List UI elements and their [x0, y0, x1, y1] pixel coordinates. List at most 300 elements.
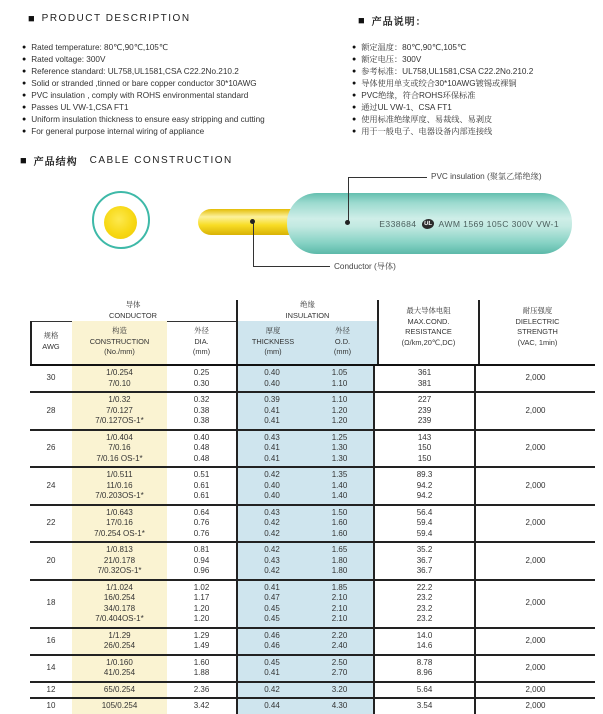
table-row: [30, 506, 595, 544]
cell-line: 1/0.643: [106, 507, 133, 517]
cell-line: 0.81: [193, 545, 210, 554]
divider-insulation-resistance: [377, 300, 379, 364]
bullet-icon: ●: [352, 80, 357, 87]
cell-line: 94.2: [416, 480, 433, 490]
construction-cell: [72, 506, 167, 542]
cell-line: 36.7: [416, 555, 433, 565]
bullet-icon: ●: [22, 80, 27, 87]
od-subcell: [306, 431, 373, 467]
cell-line: 0.96: [193, 566, 210, 575]
description-item: [352, 114, 603, 126]
cell-line: 1/0.254: [106, 368, 133, 377]
cell-line: 59.4: [416, 528, 433, 538]
construction-cell: [72, 629, 167, 654]
description-item-text: Passes UL VW-1,CSA FT1: [31, 103, 129, 112]
cell-line: 0.38: [193, 416, 210, 425]
dielectric-strength-cell: 2,000: [474, 506, 595, 542]
cell-line: 0.39: [264, 395, 280, 404]
dia-unit: (mm): [192, 347, 211, 356]
description-item-text: PVC绝缘，符合ROHS环保标准: [361, 91, 476, 100]
table-row: [30, 393, 595, 431]
cell-line: 23.2: [416, 593, 433, 602]
awg-cell: 22: [46, 518, 56, 527]
square-bullet-icon: ■: [358, 14, 365, 27]
cell-line: 14.0: [416, 630, 433, 640]
description-item-text: Uniform insulation thickness to ensure easy stripping and cutting: [31, 115, 265, 124]
cell-line: 0.42: [264, 566, 280, 575]
cell-line: 7/0.404OS-1*: [95, 614, 144, 623]
awg-en: AWG: [42, 341, 60, 351]
cell-line: 59.4: [416, 518, 433, 527]
cell-line: 0.42: [264, 518, 280, 527]
dielectric-strength-cell: 2,000: [474, 431, 595, 467]
insulation-leader-line-vertical: [348, 177, 349, 223]
res-en1: MAX.COND.: [407, 316, 450, 326]
cell-line: 7/0.127OS-1*: [95, 416, 144, 425]
specification-table: [30, 300, 595, 714]
cell-line: 0.94: [193, 555, 210, 565]
cell-line: 23.2: [416, 603, 433, 613]
cable-marking-suffix: AWM 1569 105C 300V VW-1: [438, 218, 559, 229]
cell-line: 56.4: [416, 507, 433, 517]
product-description-zh-header: [358, 13, 427, 28]
cell-line: 0.45: [264, 614, 280, 623]
description-item: [352, 90, 603, 102]
dielectric-strength-cell: 2,000: [474, 629, 595, 654]
group-header-conductor: [30, 300, 236, 321]
cell-line: 227: [417, 395, 432, 404]
awg-cell: 10: [46, 701, 56, 710]
cell-line: 0.41: [264, 405, 280, 415]
thickness-subcell: [238, 656, 306, 681]
group-conductor-en: CONDUCTOR: [109, 310, 157, 320]
group-conductor-zh: 导体: [125, 300, 141, 309]
res-zh: 最大导体电阻: [406, 306, 451, 315]
description-item: [22, 114, 265, 126]
thickness-subcell: [238, 581, 306, 627]
description-item-text: 导体使用单支或绞合30*10AWG镀锡或裸铜: [361, 79, 517, 88]
cable-body: [287, 193, 572, 254]
cell-line: 1.30: [331, 453, 348, 463]
cell-line: 2.10: [331, 614, 348, 623]
od-subcell: [306, 699, 373, 714]
cell-line: 7/0.10: [108, 378, 131, 388]
diel-zh: 耐压强度: [522, 306, 553, 315]
column-header-dielectric: [480, 306, 595, 348]
divider-conductor-insulation: [236, 300, 238, 364]
cell-line: 1.40: [331, 480, 348, 490]
cell-line: 0.38: [193, 405, 210, 415]
conductor-leader-dot: [250, 219, 255, 224]
cell-line: 0.42: [264, 684, 280, 694]
insulation-cell: [236, 699, 375, 714]
constr-zh: 构造: [112, 326, 127, 335]
cell-line: 65/0.254: [103, 684, 136, 694]
resistance-cell: [375, 468, 474, 504]
thick-en: THICKNESS: [251, 336, 295, 346]
dielectric-strength-cell: 2,000: [474, 656, 595, 681]
cell-line: 41/0.254: [103, 668, 136, 677]
thickness-subcell: [238, 543, 306, 579]
cell-line: 1.49: [193, 641, 210, 650]
description-item: [22, 78, 265, 90]
diel-en2: STRENGTH: [517, 327, 558, 336]
construction-cell: [72, 543, 167, 579]
cable-marking-prefix: E338684: [379, 218, 417, 229]
cell-line: 1/1.29: [108, 630, 131, 640]
dielectric-strength-cell: 2,000: [474, 366, 595, 391]
resistance-cell: [375, 581, 474, 627]
cell-line: 1.20: [331, 416, 348, 425]
cell-line: 1.10: [331, 395, 348, 404]
insulation-cell: [236, 506, 375, 542]
insulation-cell: [236, 543, 375, 579]
od-subcell: [306, 543, 373, 579]
insulation-cell: [236, 468, 375, 504]
conductor-leader-line-vertical: [253, 222, 254, 267]
insulation-cell: [236, 683, 375, 698]
cell-line: 1.02: [193, 582, 210, 592]
column-header-thickness: [238, 321, 308, 364]
awg-cell: 24: [46, 480, 56, 490]
thickness-subcell: [238, 393, 306, 429]
cell-line: 7/0.203OS-1*: [95, 491, 144, 500]
od-subcell: [306, 629, 373, 654]
cell-line: 1.35: [331, 470, 348, 479]
conductor-label: Conductor (导体): [334, 262, 396, 271]
dielectric-strength-cell: 2,000: [474, 581, 595, 627]
conductor-leader-line-horizontal: [253, 266, 330, 267]
cell-line: 1.29: [193, 630, 210, 640]
group-header-insulation: [238, 300, 377, 321]
resistance-cell: [375, 629, 474, 654]
od-subcell: [306, 468, 373, 504]
cell-line: 0.25: [193, 368, 210, 377]
table-row: [30, 699, 595, 714]
cell-line: 1/0.404: [106, 432, 133, 442]
cell-line: 0.32: [193, 395, 210, 404]
insulation-cell: [236, 656, 375, 681]
diel-unit: (VAC, 1min): [517, 337, 558, 347]
construction-cell: [72, 699, 167, 714]
cell-line: 7/0.16 OS-1*: [96, 453, 143, 463]
table-row: [30, 431, 595, 469]
insulation-leader-line-horizontal: [348, 177, 427, 178]
table-row: [30, 581, 595, 629]
cell-line: 0.48: [193, 453, 210, 463]
cell-line: 150: [417, 453, 432, 463]
description-item-text: Solid or stranded ,tinned or bare copper conductor 30*10AWG: [31, 79, 257, 88]
insulation-label: PVC insulation (聚氯乙烯绝缘): [431, 172, 542, 181]
bullet-icon: ●: [22, 68, 27, 75]
od-unit: (mm): [333, 347, 352, 356]
cell-line: 0.61: [193, 480, 210, 490]
product-description-zh-list: [352, 42, 603, 138]
square-bullet-icon: ■: [20, 154, 27, 167]
divider-resistance-dielectric: [478, 300, 480, 364]
diameter-cell: [167, 543, 236, 579]
cell-line: 0.42: [264, 528, 280, 538]
cross-section-conductor-core: [104, 206, 137, 239]
cell-line: 0.45: [264, 603, 280, 613]
bullet-icon: ●: [22, 116, 27, 123]
column-header-dia: [167, 326, 236, 358]
description-item: [22, 54, 265, 66]
construction-cell: [72, 431, 167, 467]
cell-line: 1/1.024: [106, 582, 133, 592]
cell-line: 16/0.254: [103, 593, 136, 602]
table-row: [30, 543, 595, 581]
constr-en: CONSTRUCTION: [89, 336, 150, 346]
cell-line: 1.10: [331, 378, 348, 388]
cell-line: 11/0.16: [106, 480, 133, 490]
cell-line: 7/0.32OS-1*: [97, 566, 142, 575]
dielectric-strength-cell: 2,000: [474, 699, 595, 714]
diameter-cell: [167, 431, 236, 467]
description-item: [352, 42, 603, 54]
od-subcell: [306, 656, 373, 681]
cell-line: 0.76: [193, 518, 210, 527]
cell-line: 3.20: [331, 684, 348, 694]
cable-construction-header: [20, 153, 233, 168]
ul-logo-icon: UL: [421, 219, 434, 229]
table-row: [30, 366, 595, 393]
table-left-border: [30, 321, 32, 364]
cell-line: 1.60: [193, 657, 210, 667]
od-subcell: [306, 393, 373, 429]
od-subcell: [306, 506, 373, 542]
dielectric-strength-cell: 2,000: [474, 543, 595, 579]
thickness-subcell: [238, 699, 306, 714]
description-item-text: Reference standard: UL758,UL1581,CSA C22.2No.210.2: [31, 67, 239, 76]
construction-cell: [72, 366, 167, 391]
column-header-resistance: [379, 306, 478, 348]
cell-line: 0.41: [264, 416, 280, 425]
constr-unit: (No./mm): [104, 347, 135, 356]
dielectric-strength-cell: 2,000: [474, 468, 595, 504]
dia-zh: 外径: [194, 326, 209, 335]
cell-line: 94.2: [416, 491, 433, 500]
description-item-text: Rated voltage: 300V: [31, 55, 106, 64]
resistance-cell: [375, 656, 474, 681]
column-header-awg: [30, 331, 72, 352]
cell-line: 0.51: [193, 470, 210, 479]
insulation-cell: [236, 581, 375, 627]
cell-line: 1.30: [331, 443, 348, 452]
cell-line: 0.48: [193, 443, 210, 452]
cell-line: 89.3: [416, 470, 433, 479]
cell-line: 239: [417, 416, 432, 425]
cell-line: 3.42: [193, 701, 210, 710]
bullet-icon: ●: [22, 104, 27, 111]
bullet-icon: ●: [352, 128, 357, 135]
column-header-construction: [72, 321, 167, 364]
cell-line: 143: [417, 432, 432, 442]
cell-line: 8.78: [416, 657, 433, 667]
cell-line: 0.43: [264, 507, 280, 517]
cell-line: 7/0.127: [106, 405, 133, 415]
diameter-cell: [167, 581, 236, 627]
cell-line: 0.45: [264, 657, 280, 667]
cell-line: 0.40: [264, 378, 280, 388]
cell-line: 1.20: [193, 614, 210, 623]
cell-line: 26/0.254: [103, 641, 136, 650]
cell-line: 1.25: [331, 432, 348, 442]
dielectric-strength-cell: 2,000: [474, 683, 595, 698]
cell-line: 23.2: [416, 614, 433, 623]
bullet-icon: ●: [22, 128, 27, 135]
description-item: [352, 54, 603, 66]
cell-line: 22.2: [416, 582, 433, 592]
awg-cell: 28: [46, 405, 56, 415]
cable-construction-title-zh: 产品结构: [33, 157, 78, 168]
cell-line: 0.46: [264, 641, 280, 650]
description-item-text: 通过UL VW-1、CSA FT1: [361, 103, 452, 112]
description-item: [22, 126, 265, 138]
cell-line: 7/0.16: [108, 443, 131, 452]
description-item-text: 用于一般电子、电器设备内部连接线: [361, 127, 493, 136]
product-description-zh-title: 产品说明：: [371, 17, 427, 28]
thickness-subcell: [238, 468, 306, 504]
cell-line: 2.50: [331, 657, 348, 667]
cell-line: 2.36: [193, 684, 210, 694]
description-item-text: 参考标准：UL758,UL1581,CSA C22.2No.210.2: [361, 67, 534, 76]
cell-line: 1.60: [331, 528, 348, 538]
awg-cell: 26: [46, 443, 56, 452]
diel-en1: DIELECTRIC: [515, 316, 560, 326]
cell-line: 1.40: [331, 491, 348, 500]
construction-cell: [72, 468, 167, 504]
bullet-icon: ●: [352, 92, 357, 99]
cell-line: 21/0.178: [103, 555, 136, 565]
table-body: [30, 366, 595, 714]
insulation-leader-dot: [345, 220, 350, 225]
description-item: [352, 78, 603, 90]
cell-line: 36.7: [416, 566, 433, 575]
description-item-text: PVC insulation , comply with ROHS environmental standard: [31, 91, 249, 100]
insulation-cell: [236, 366, 375, 391]
description-item: [352, 102, 603, 114]
od-subcell: [306, 581, 373, 627]
cell-line: 1.65: [331, 545, 348, 554]
awg-cell: 18: [46, 598, 56, 608]
cell-line: 2.10: [331, 593, 348, 602]
dia-en: DIA.: [194, 336, 209, 346]
description-item-text: 使用标准绝缘厚度、易裁线、易剥皮: [361, 115, 493, 124]
bullet-icon: ●: [352, 68, 357, 75]
cell-line: 1.80: [331, 555, 348, 565]
cell-line: 1/0.160: [106, 657, 133, 667]
cell-line: 0.41: [264, 453, 280, 463]
diameter-cell: [167, 366, 236, 391]
cell-line: 4.30: [331, 701, 348, 710]
description-item: [22, 42, 265, 54]
diameter-cell: [167, 393, 236, 429]
thick-unit: (mm): [264, 347, 282, 356]
construction-cell: [72, 656, 167, 681]
cell-line: 0.46: [264, 630, 280, 640]
cell-line: 1.85: [331, 582, 348, 592]
diameter-cell: [167, 683, 236, 698]
awg-cell: 14: [46, 662, 56, 672]
cell-line: 0.41: [264, 443, 280, 452]
bullet-icon: ●: [352, 116, 357, 123]
od-en: O.D.: [334, 336, 351, 346]
cell-line: 1/0.511: [106, 470, 133, 479]
description-item: [22, 102, 265, 114]
cell-line: 0.43: [264, 555, 280, 565]
group-insulation-en: INSULATION: [285, 310, 330, 320]
od-subcell: [306, 683, 373, 698]
resistance-cell: [375, 431, 474, 467]
cell-line: 150: [417, 443, 432, 452]
res-unit: (Ω/km,20℃,DC): [401, 337, 456, 347]
cell-line: 0.61: [193, 491, 210, 500]
od-subcell: [306, 366, 373, 391]
square-bullet-icon: ■: [28, 12, 35, 25]
thickness-subcell: [238, 431, 306, 467]
bullet-icon: ●: [352, 104, 357, 111]
table-header: [30, 300, 595, 366]
cell-line: 381: [417, 378, 432, 388]
cell-line: 1.88: [193, 668, 210, 677]
awg-zh: 规格: [43, 331, 59, 340]
table-row: [30, 683, 595, 700]
dielectric-strength-cell: 2,000: [474, 393, 595, 429]
resistance-cell: [375, 506, 474, 542]
cell-line: 0.30: [193, 378, 210, 388]
cell-line: 1.50: [331, 507, 348, 517]
cell-line: 1.60: [331, 518, 348, 527]
cell-line: 0.40: [264, 491, 280, 500]
awg-cell: 20: [46, 555, 56, 565]
description-item: [352, 126, 603, 138]
cell-line: 1.17: [193, 593, 210, 602]
diameter-cell: [167, 468, 236, 504]
cell-line: 239: [417, 405, 432, 415]
cell-line: 0.42: [264, 470, 280, 479]
bullet-icon: ●: [22, 44, 27, 51]
cell-line: 8.96: [416, 668, 433, 677]
cell-line: 0.76: [193, 528, 210, 538]
cell-line: 2.70: [331, 668, 348, 677]
cell-line: 0.40: [193, 432, 210, 442]
table-row: [30, 656, 595, 683]
bullet-icon: ●: [22, 92, 27, 99]
cell-line: 35.2: [416, 545, 433, 554]
thick-zh: 厚度: [265, 326, 281, 335]
product-description-list: [22, 42, 265, 138]
cell-line: 1.05: [331, 368, 348, 377]
cell-line: 1.20: [331, 405, 348, 415]
cell-line: 0.43: [264, 432, 280, 442]
insulation-cell: [236, 629, 375, 654]
diameter-cell: [167, 699, 236, 714]
cell-line: 3.54: [416, 701, 433, 710]
insulation-cell: [236, 393, 375, 429]
cell-line: 0.42: [264, 545, 280, 554]
od-zh: 外径: [335, 326, 350, 335]
bullet-icon: ●: [22, 56, 27, 63]
cell-line: 0.64: [193, 507, 210, 517]
table-row: [30, 629, 595, 656]
awg-cell: 30: [46, 373, 56, 383]
construction-cell: [72, 393, 167, 429]
diameter-cell: [167, 629, 236, 654]
cell-line: 1.80: [331, 566, 348, 575]
cell-line: 1/0.813: [106, 545, 133, 554]
table-row: [30, 468, 595, 506]
